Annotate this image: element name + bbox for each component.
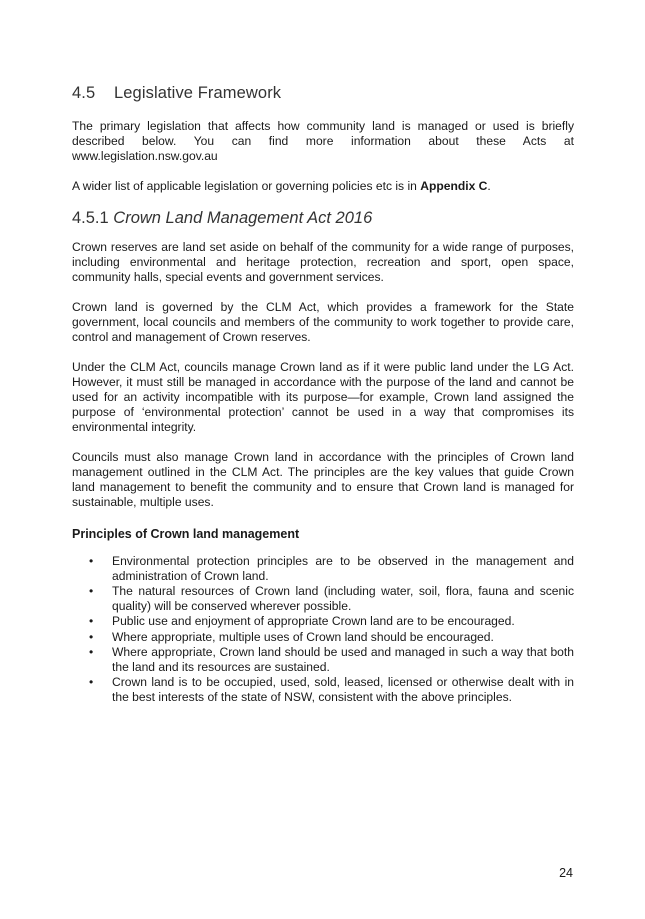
list-item-text: Environmental protection principles are to be observed in the management and administration of Crown land.	[112, 554, 574, 583]
bullet-icon: •	[89, 584, 94, 598]
body-paragraph: Councils must also manage Crown land in accordance with the principles of Crown land management outlined in the CLM Act. The principles are the key values that guide Crown land management to benefit the community and to ensure that Crown land is managed for sustainable, multiple uses.	[72, 450, 574, 509]
body-paragraph: Crown land is governed by the CLM Act, which provides a framework for the State government, local councils and members of the community to work together to provide care, control and management of Crown reserves.	[72, 300, 574, 344]
list-item-text: Where appropriate, multiple uses of Crown land should be encouraged.	[112, 629, 494, 644]
section-intro-paragraph: The primary legislation that affects how community land is managed or used is briefly described below. You can find more information about these Acts at www.legislation.nsw.gov.au	[72, 119, 574, 163]
bullet-icon: •	[89, 614, 94, 628]
list-item	[72, 675, 574, 704]
wider-list-text: A wider list of applicable legislation or governing policies etc is in	[72, 179, 421, 193]
bullet-icon: •	[89, 675, 94, 689]
principles-list	[72, 554, 574, 704]
list-item	[72, 630, 574, 645]
principles-heading: Principles of Crown land management	[72, 527, 300, 541]
body-paragraph: Crown reserves are land set aside on behalf of the community for a wide range of purposes, including environmental and heritage protection, recreation and sport, open space, community halls, special events and government services.	[72, 240, 574, 284]
appendix-reference: Appendix C	[420, 179, 488, 193]
list-item-text: Public use and enjoyment of appropriate Crown land are to be encouraged.	[112, 614, 515, 628]
page-content	[72, 84, 574, 705]
list-item-text: The natural resources of Crown land (including water, soil, flora, fauna and scenic quality) will be conserved wherever possible.	[112, 584, 574, 613]
list-item	[72, 614, 574, 629]
section-number: 4.5	[72, 84, 96, 102]
subsection-number: 4.5.1	[72, 209, 109, 227]
page-number: 24	[559, 866, 573, 880]
list-item	[72, 645, 574, 674]
section-title: Legislative Framework	[114, 84, 282, 102]
section-heading	[72, 84, 574, 103]
body-paragraph: Under the CLM Act, councils manage Crown land as if it were public land under the LG Act. However, it must still be managed in accordance with the purpose of the land and cannot be used for an activity incompatible with its purpose—for example, Crown land assigned the purpose of ‘environmental protection’ cannot be used in a way that compromises its environmental integrity.	[72, 360, 574, 434]
subsection-heading	[72, 209, 574, 228]
subsection-title: Crown Land Management Act 2016	[113, 209, 373, 227]
list-item-text: Crown land is to be occupied, used, sold, leased, licensed or otherwise dealt with in the best interests of the state of NSW, consistent with the above principles.	[112, 675, 574, 704]
list-item	[72, 584, 574, 613]
wider-list-paragraph	[72, 179, 574, 194]
list-item	[72, 554, 574, 583]
wider-list-suffix: .	[487, 179, 491, 193]
list-item-text: Where appropriate, Crown land should be used and managed in such a way that both the land and its resources are sustained.	[112, 645, 574, 674]
bullet-icon: •	[89, 645, 94, 659]
bullet-icon: •	[89, 629, 94, 644]
bullet-icon: •	[89, 554, 94, 568]
